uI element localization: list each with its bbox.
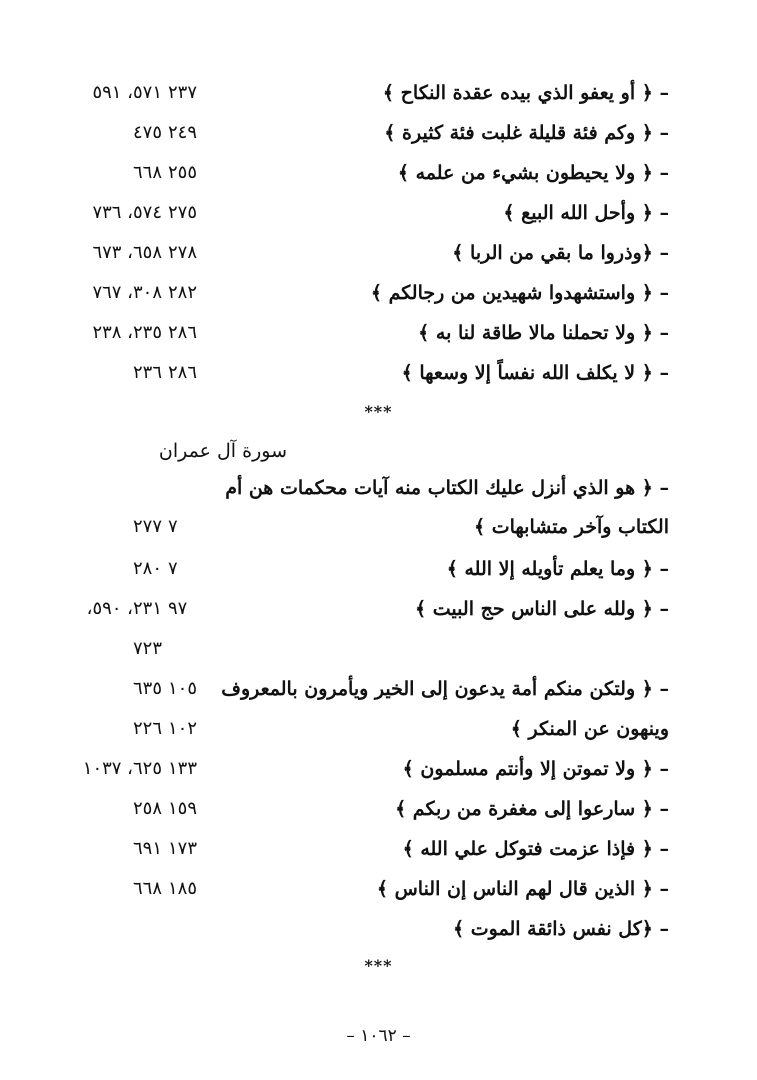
verse-line: – ﴿ ولا تموتن إلا وأنتم مسلمون ﴾ <box>402 758 669 780</box>
page-number: – ١٠٦٢ – <box>346 1026 411 1046</box>
verse-line: – ﴿ هو الذي أنزل عليك الكتاب منه آيات محكمات هن أم <box>225 477 669 499</box>
page-references: ٥٧١، ٥٩١ <box>92 82 162 103</box>
page-references: ٢٧٧ <box>132 516 162 537</box>
verse-line: – ﴿ سارعوا إلى مغفرة من ربكم ﴾ <box>395 798 669 820</box>
verse-line: – ﴿ الذين قال لهم الناس إن الناس ﴾ <box>376 878 669 900</box>
verse-line: – ﴿ أو يعفو الذي بيده عقدة النكاح ﴾ <box>382 82 669 104</box>
verse-line: – ﴿وذروا ما بقي من الربا ﴾ <box>452 242 669 264</box>
page-references: ٦٣٥ <box>132 678 162 699</box>
verse-continuation: الكتاب وآخر متشابهات ﴾ <box>473 516 669 538</box>
page-references: ٢٥٨ <box>132 798 162 819</box>
page-references: ٣٠٨، ٧٦٧ <box>92 282 162 303</box>
section-separator: *** <box>364 402 393 421</box>
verse-line: – ﴿ ولله على الناس حج البيت ﴾ <box>415 598 669 620</box>
verse-line: – ﴿ ولا تحملنا مالا طاقة لنا به ﴾ <box>418 322 669 344</box>
ayah-number: ١٥٩ <box>168 798 198 819</box>
page-references: ٢٣٥، ٢٣٨ <box>92 322 162 343</box>
page-references-continued: ٧٢٣ <box>132 638 162 659</box>
surah-title: سورة آل عمران <box>158 440 287 462</box>
ayah-number: ١٨٥ <box>168 878 198 899</box>
page-references: ٢٢٦ <box>132 718 162 739</box>
ayah-number: ٢٧٥ <box>168 202 198 223</box>
page-references: ٦٩١ <box>132 838 162 859</box>
ayah-number: ٢٨٢ <box>168 282 198 303</box>
ayah-number: ٢٨٦ <box>168 322 198 343</box>
verse-line: – ﴿ وما يعلم تأويله إلا الله ﴾ <box>446 558 669 580</box>
verse-line: – ﴿ فإذا عزمت فتوكل علي الله ﴾ <box>402 838 669 860</box>
section-separator: *** <box>364 956 393 975</box>
ayah-number: ٧ <box>168 516 178 537</box>
page-references: ٦٢٥، ١٠٣٧ <box>82 758 162 779</box>
page-references: ٢٨٠ <box>132 558 162 579</box>
page-references: ٥٧٤، ٧٣٦ <box>92 202 162 223</box>
page-references: ٦٥٨، ٦٧٣ <box>92 242 162 263</box>
page-references: ٢٣١، ٥٩٠، <box>86 598 162 619</box>
ayah-number: ١٣٣ <box>168 758 198 779</box>
verse-line: – ﴿ وأحل الله البيع ﴾ <box>503 202 669 224</box>
page-references: ٦٦٨ <box>132 878 162 899</box>
verse-line: – ﴿ ولتكن منكم أمة يدعون إلى الخير ويأمرون بالمعروف <box>221 678 669 700</box>
ayah-number: ٢٤٩ <box>168 122 198 143</box>
ayah-number: ١٠٢ <box>168 718 198 739</box>
verse-continuation: وينهون عن المنكر ﴾ <box>510 718 669 740</box>
page-references: ٢٣٦ <box>132 362 162 383</box>
verse-line: – ﴿ لا يكلف الله نفساً إلا وسعها ﴾ <box>401 362 669 384</box>
ayah-number: ١٧٣ <box>168 838 198 859</box>
verse-line: – ﴿ وكم فئة قليلة غلبت فئة كثيرة ﴾ <box>384 122 669 144</box>
verse-line: – ﴿ ولا يحيطون بشيء من علمه ﴾ <box>397 162 669 184</box>
ayah-number: ٢٣٧ <box>168 82 198 103</box>
ayah-number: ٧ <box>168 558 178 579</box>
ayah-number: ١٠٥ <box>168 678 198 699</box>
verse-line: – ﴿كل نفس ذائقة الموت ﴾ <box>453 918 669 940</box>
ayah-number: ٢٧٨ <box>168 242 198 263</box>
page-references: ٦٦٨ <box>132 162 162 183</box>
ayah-number: ٩٧ <box>168 598 188 619</box>
ayah-number: ٢٥٥ <box>168 162 198 183</box>
page-references: ٤٧٥ <box>132 122 162 143</box>
ayah-number: ٢٨٦ <box>168 362 198 383</box>
verse-line: – ﴿ واستشهدوا شهيدين من رجالكم ﴾ <box>370 282 669 304</box>
